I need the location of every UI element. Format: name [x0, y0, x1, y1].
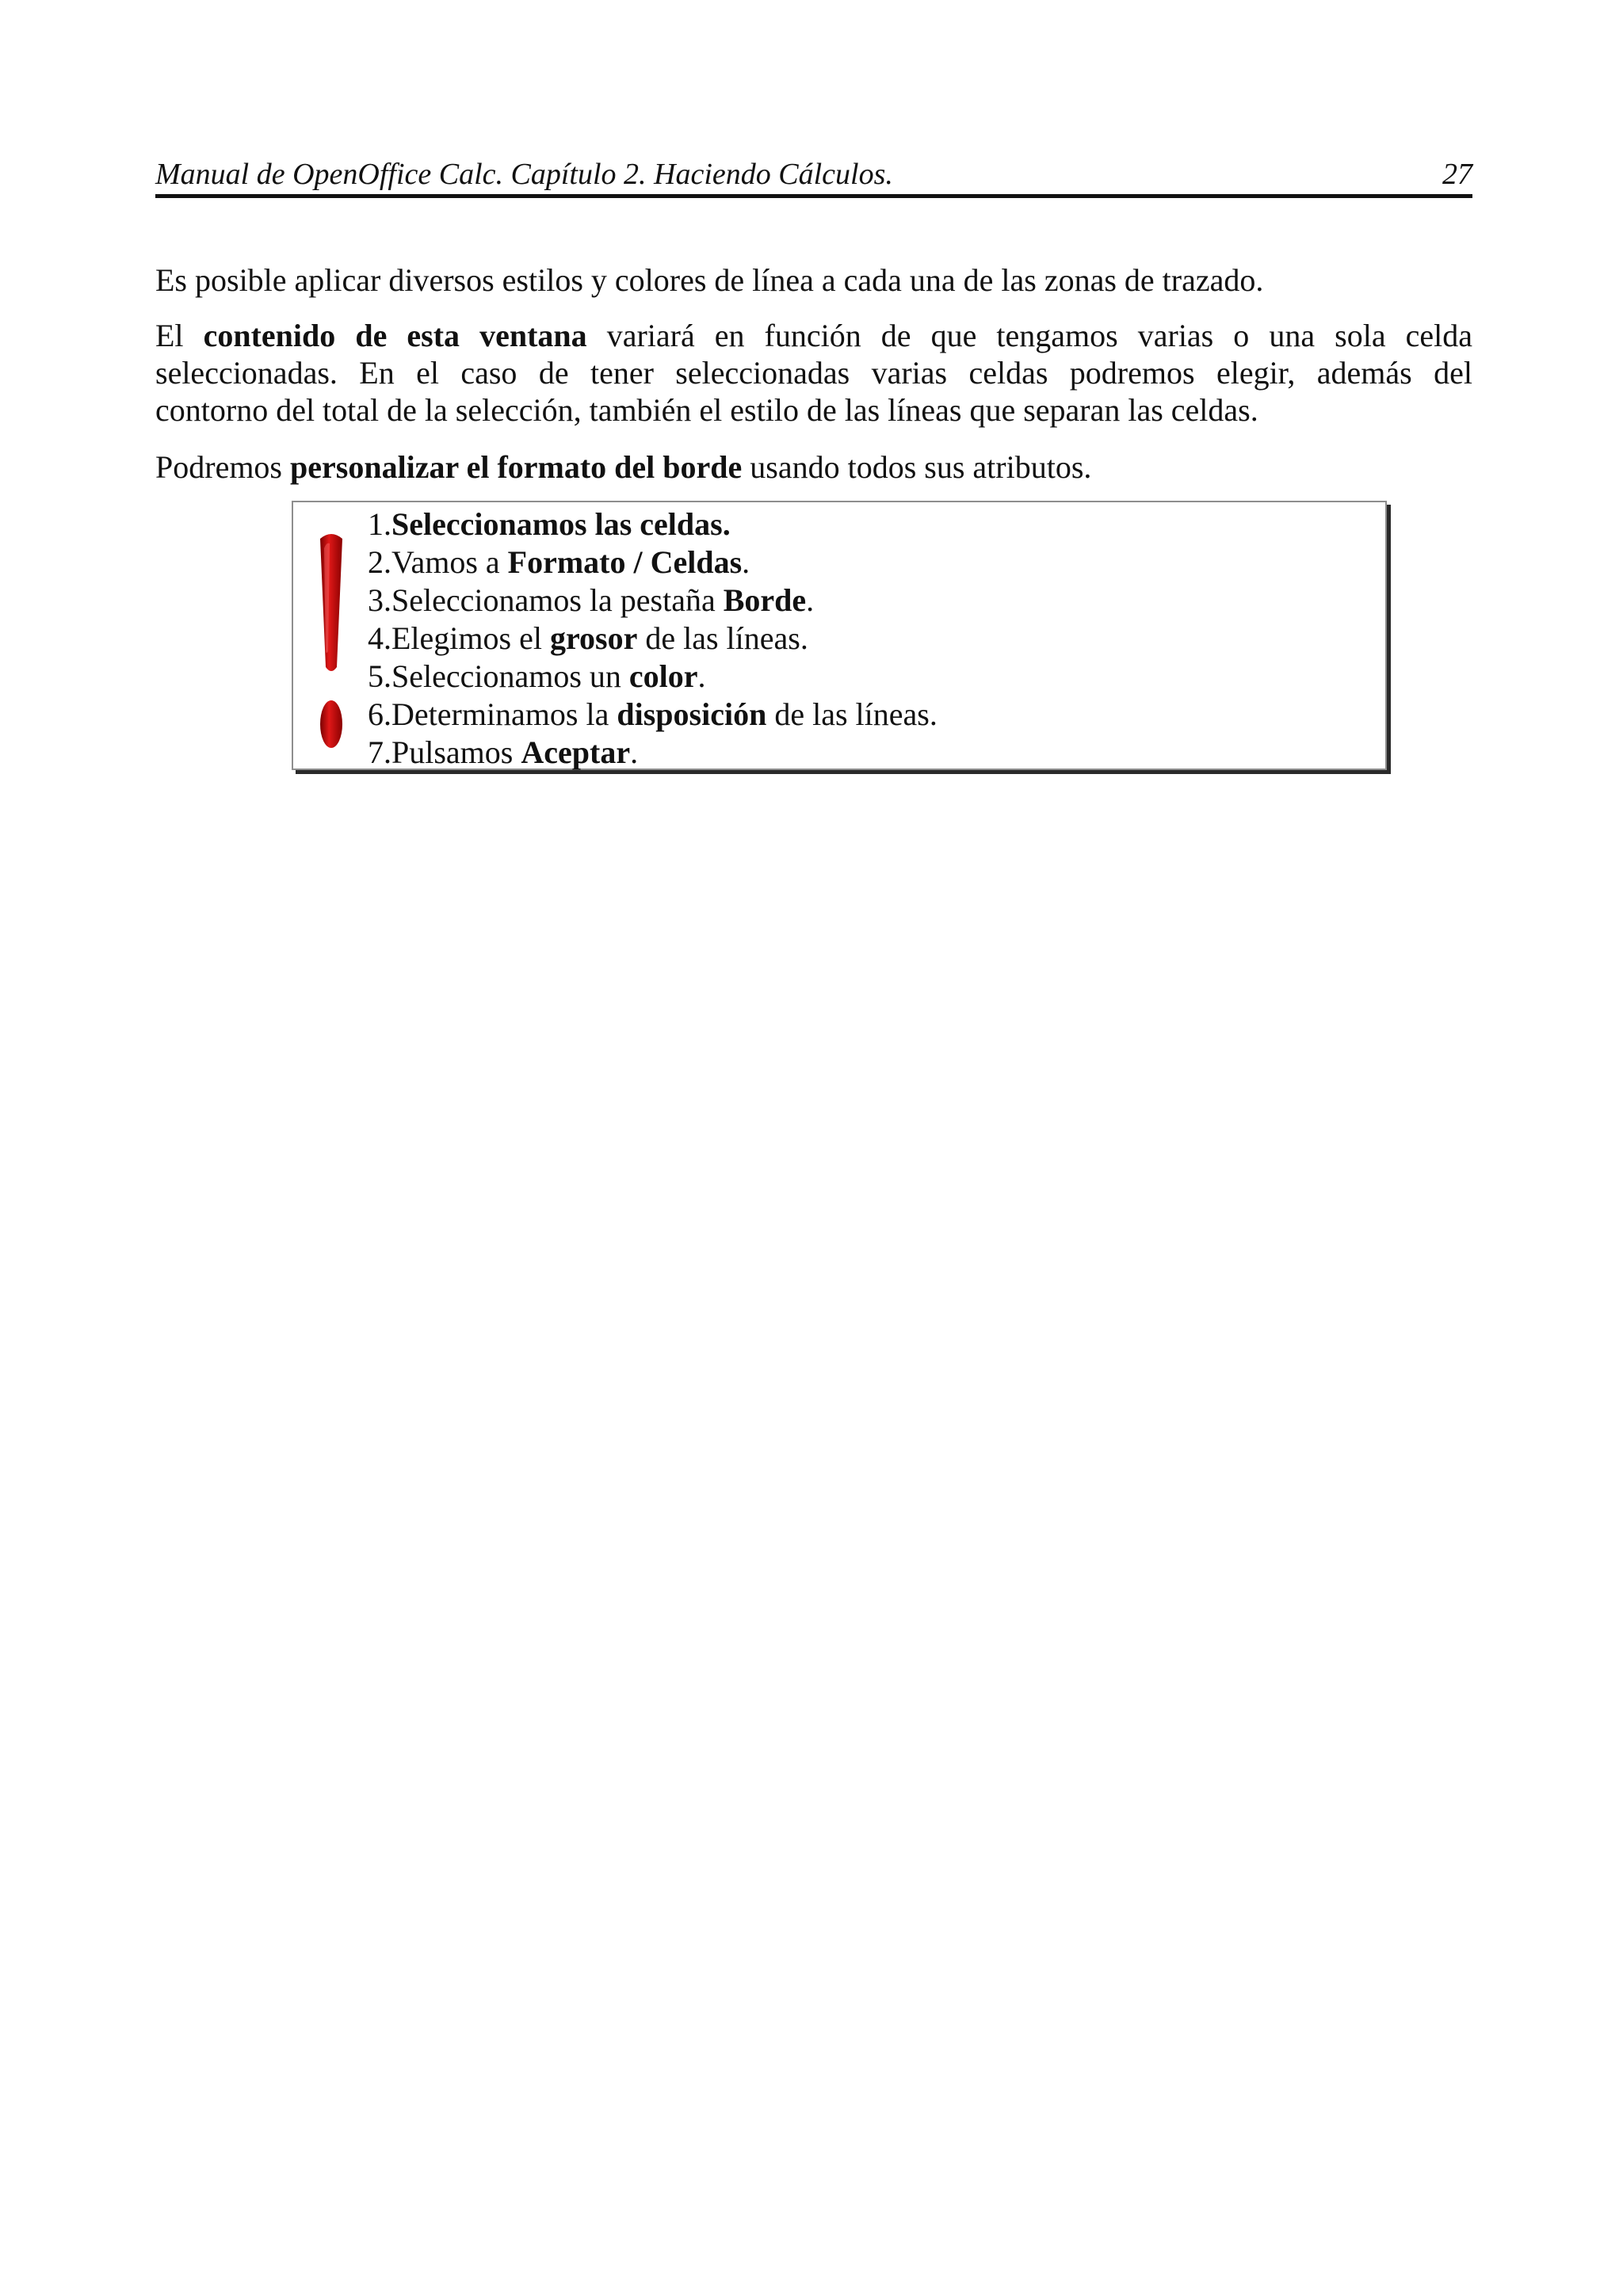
bold-text: personalizar el formato del borde: [290, 449, 743, 485]
paragraph-window-content: [155, 317, 1472, 429]
exclamation-icon: [317, 532, 346, 748]
paragraph-customize-border: [155, 448, 1472, 486]
text-run: El: [155, 318, 204, 353]
steps-list: [368, 505, 938, 772]
list-item: 1.Seleccionamos las celdas.: [368, 506, 731, 542]
page-header: [155, 151, 1472, 198]
paragraph-line: seleccionadas. En el caso de tener seleccionadas varias celdas podremos elegir, además del: [155, 355, 1472, 391]
bold-text: contenido de esta ventana: [203, 318, 587, 353]
text-run: Podremos: [155, 449, 290, 485]
list-item: 7.Pulsamos Aceptar.: [368, 734, 639, 770]
list-item: 5.Seleccionamos un color.: [368, 658, 706, 694]
paragraph-line: contorno del total de la selección, también el estilo de las líneas que separan las celdas.: [155, 392, 1258, 428]
list-item: 6.Determinamos la disposición de las líneas.: [368, 696, 938, 732]
paragraph-line: [155, 317, 1472, 354]
header-title: Manual de OpenOffice Calc. Capítulo 2. Haciendo Cálculos.: [155, 158, 893, 191]
steps-note-box: [292, 501, 1387, 770]
list-item: 3.Seleccionamos la pestaña Borde.: [368, 582, 815, 618]
list-item: 2.Vamos a Formato / Celdas.: [368, 544, 750, 580]
list-item: 4.Elegimos el grosor de las líneas.: [368, 620, 808, 656]
text-run: variará en función de que tengamos varias o una sola celda: [586, 318, 1473, 353]
paragraph-line-styles: Es posible aplicar diversos estilos y colores de línea a cada una de las zonas de trazado.: [155, 262, 1264, 298]
page-number: 27: [1442, 158, 1472, 191]
text-run: usando todos sus atributos.: [742, 449, 1092, 485]
